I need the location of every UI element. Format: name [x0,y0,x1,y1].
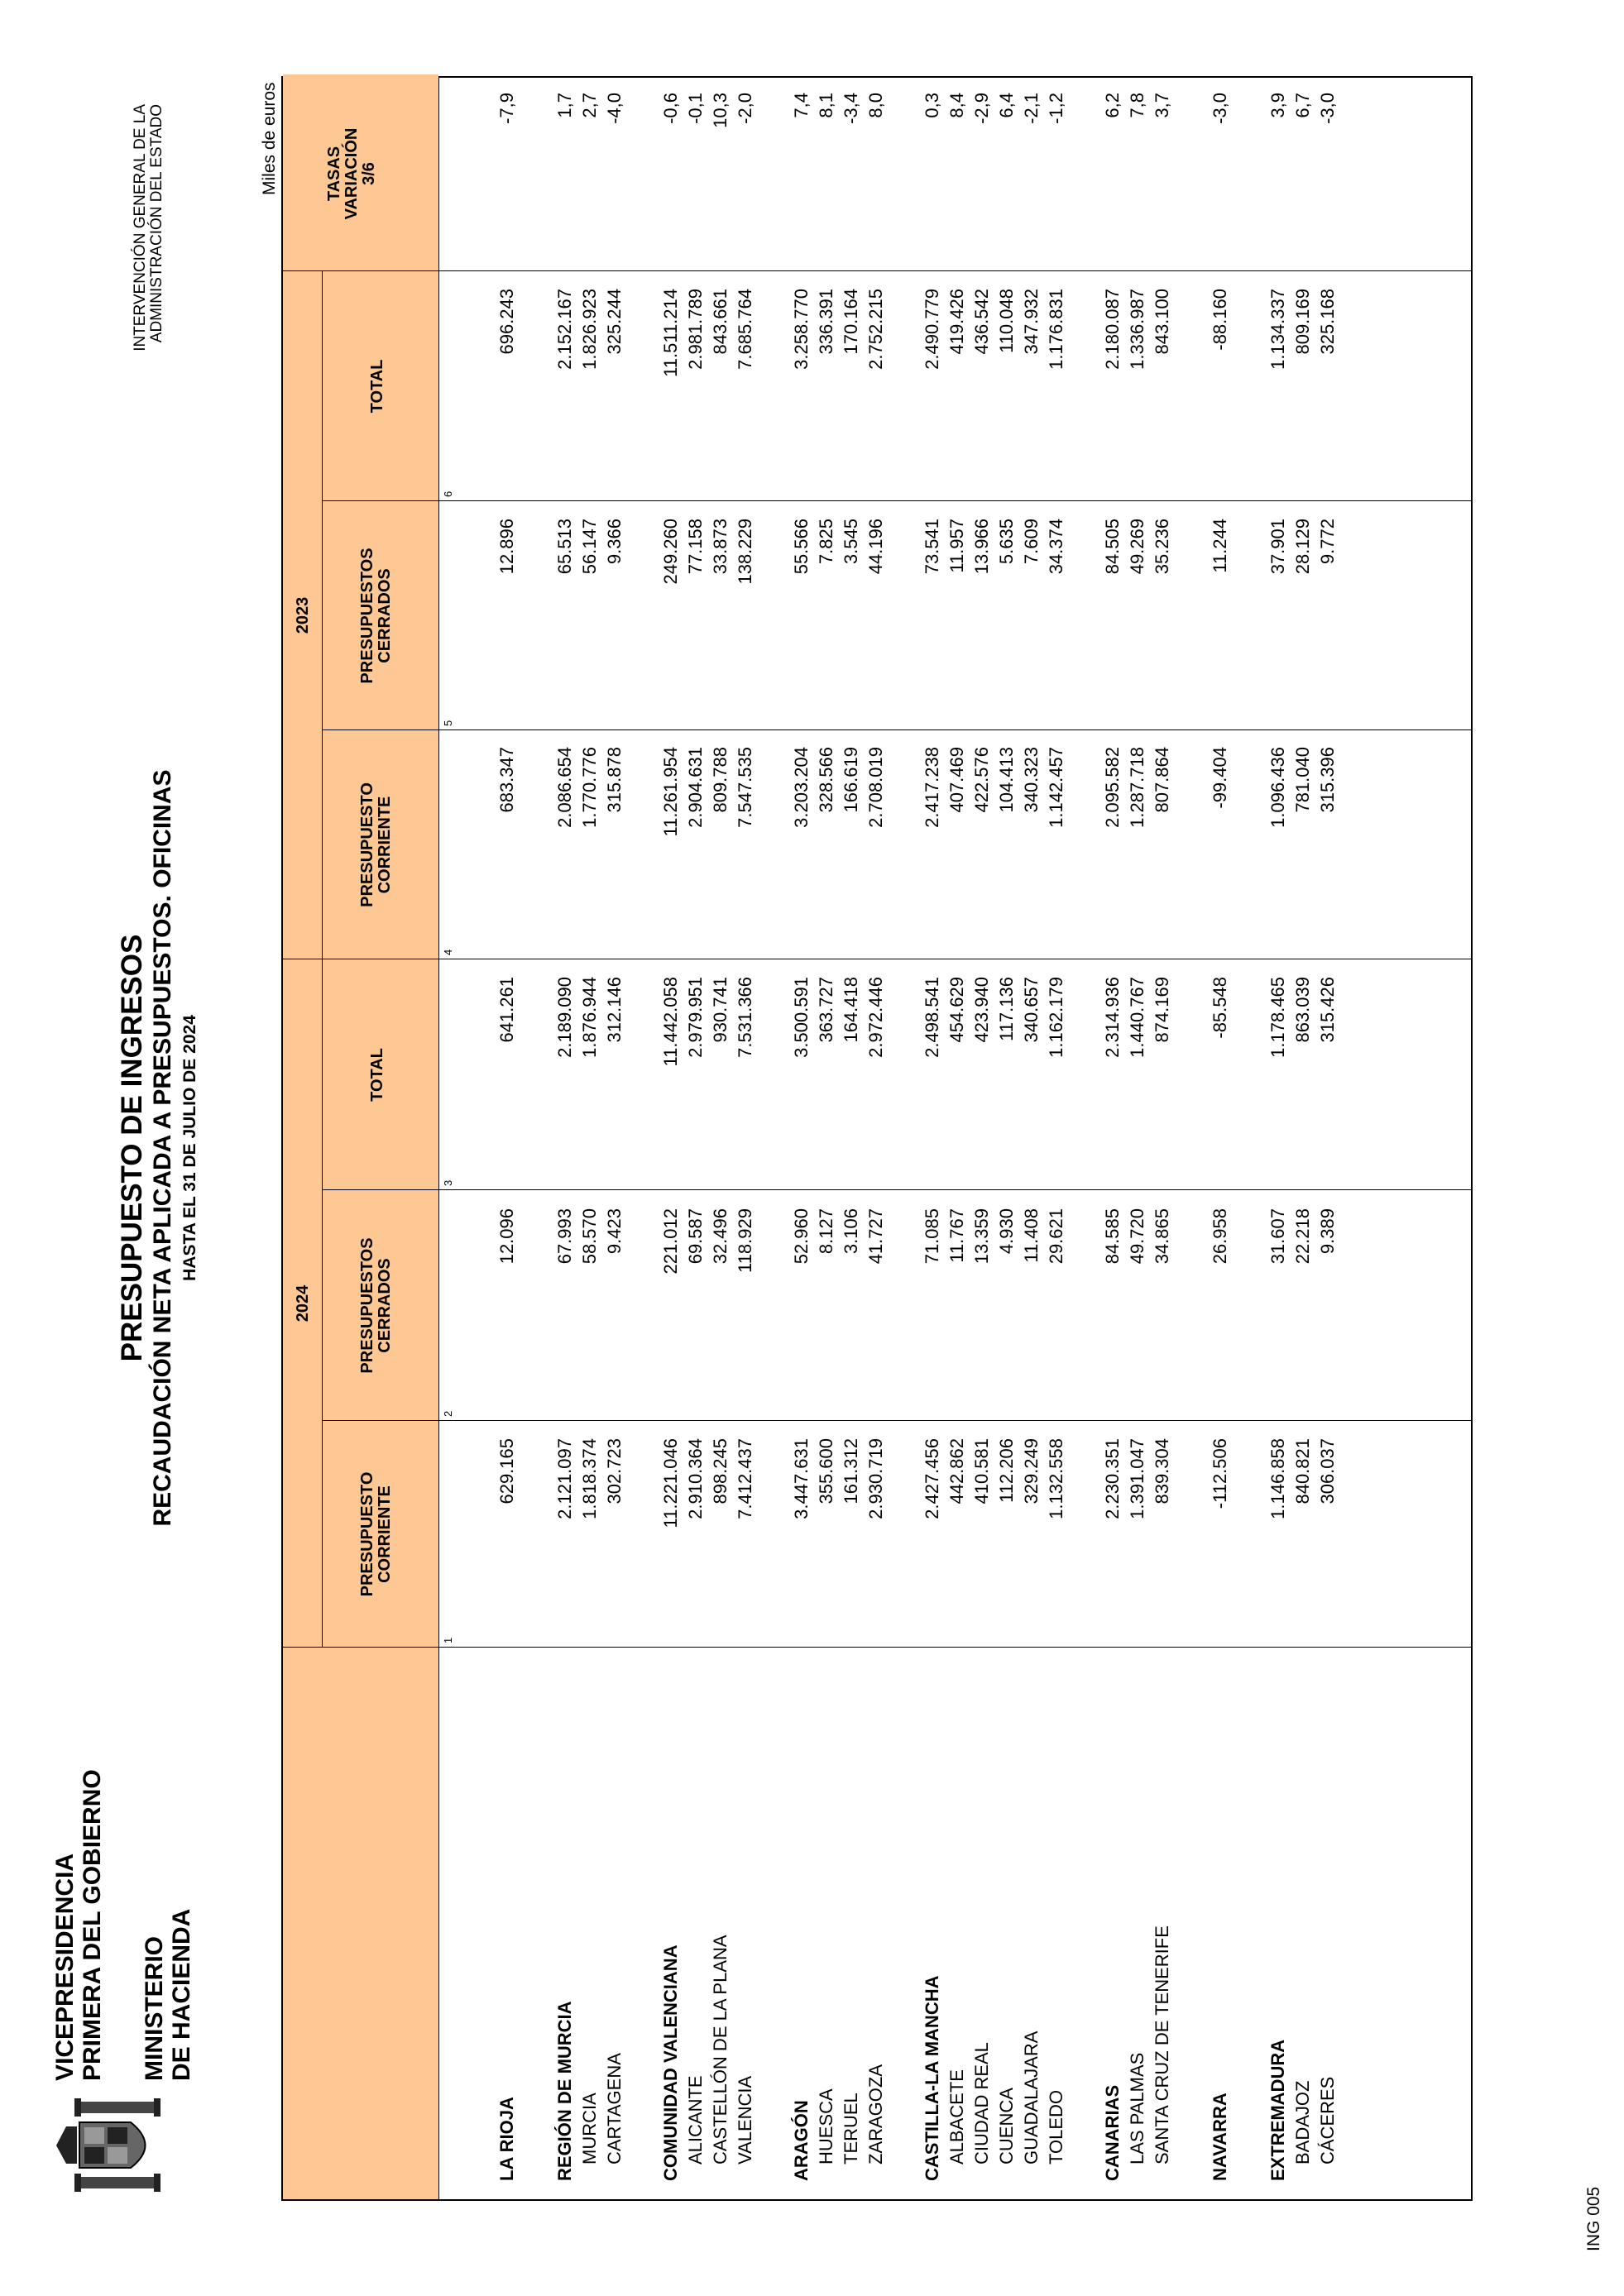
row-value: 112.206 [996,1438,1017,1503]
ministerio-line1: MINISTERIO [141,1935,168,2081]
table-row [683,80,708,2181]
row-value: 1,7 [554,93,575,118]
row-value: 302.723 [604,1438,625,1504]
org-line2: ADMINISTRACIÓN DEL ESTADO [148,104,165,343]
row-value: -2,1 [1021,93,1042,124]
row-value: 11.221.046 [660,1438,681,1528]
row-value: 898.245 [710,1438,731,1504]
row-value: 2.230.351 [1102,1438,1123,1519]
table-row [1291,80,1315,2181]
col-presupuestos-cerrados-2023-l2: CERRADOS [376,568,394,663]
row-value: 33.873 [710,519,731,575]
row-label: TERUEL [841,2093,861,2164]
table-row [733,80,758,2181]
row-value: 328.566 [816,747,836,813]
col-presupuesto-corriente-2024: PRESUPUESTO [358,1471,376,1597]
row-value: 3.500.591 [791,977,812,1058]
row-value: 410.581 [971,1438,992,1504]
units-label: Miles de euros [260,82,279,195]
row-value: 52.960 [791,1208,812,1265]
row-value: 11.408 [1021,1208,1042,1263]
col-tasas-l2: VARIACIÓN [343,127,361,220]
table-row [1125,80,1150,2181]
row-value: 3,7 [1152,93,1172,118]
row-value: 104.413 [996,747,1017,813]
row-value: 1.391.047 [1127,1438,1147,1519]
col-total-2024: TOTAL [368,1048,386,1102]
row-value: 67.993 [554,1208,575,1265]
vicepresidencia-line1: VICEPRESIDENCIA [51,1853,79,2081]
row-value: 6,2 [1102,93,1123,118]
table-row [602,80,627,2181]
row-value: 44.196 [865,519,886,575]
row-label: CARTAGENA [604,2053,625,2164]
row-value: 315.396 [1317,747,1338,813]
col-presupuesto-corriente-2023: PRESUPUESTO [358,782,376,907]
row-value: 11.957 [946,519,967,573]
row-value: 641.261 [496,977,517,1043]
row-value: 2.930.719 [865,1438,886,1519]
row-value: 423.940 [971,977,992,1043]
row-value: 11.767 [946,1208,967,1263]
row-value: 26.958 [1210,1208,1230,1265]
row-value: 2.981.789 [685,289,706,370]
row-value: 419.426 [946,289,967,355]
row-value: 55.566 [791,519,812,575]
row-value: 9.772 [1317,519,1338,565]
row-value: 1.826.923 [579,289,600,370]
row-value: 315.878 [604,747,625,813]
row-value: 2.417.238 [922,747,942,828]
table-row [1208,80,1233,2181]
col-num-2: 2 [442,1410,454,1417]
table-row [920,80,945,2181]
row-value: 6,7 [1292,93,1313,118]
row-value: 874.169 [1152,977,1172,1043]
row-value: 29.621 [1046,1208,1066,1265]
row-label: CUENCA [996,2088,1017,2164]
row-label: GUADALAJARA [1021,2031,1042,2164]
row-value: 12.896 [496,519,517,575]
row-value: 1.770.776 [579,747,600,828]
row-value: 1.176.831 [1046,289,1066,370]
row-value: 161.312 [841,1438,861,1504]
table-row [1266,80,1291,2181]
row-label: REGIÓN DE MURCIA [554,2001,575,2181]
row-value: 32.496 [710,1208,731,1265]
table-row [1019,80,1044,2181]
row-value: 340.657 [1021,977,1042,1043]
row-value: 843.661 [710,289,731,355]
col-presupuestos-cerrados-2024-l2: CERRADOS [376,1258,394,1353]
row-value: 807.864 [1152,747,1172,813]
row-value: 8,4 [946,93,967,118]
page-title: PRESUPUESTO DE INGRESOS [116,934,148,1362]
col-presupuesto-corriente-2023-l2: CORRIENTE [376,796,394,894]
row-value: 1.162.179 [1046,977,1066,1058]
row-value: 110.048 [996,289,1017,353]
row-value: -7,9 [496,93,517,124]
row-value: -4,0 [604,93,625,124]
row-value: 4.930 [996,1208,1017,1255]
table-row [1150,80,1175,2181]
row-value: 1.336.987 [1127,289,1147,370]
row-label: COMUNIDAD VALENCIANA [660,1944,681,2181]
row-value: 1.440.767 [1127,977,1147,1058]
year-2023: 2023 [294,596,312,634]
col-presupuestos-cerrados-2024: PRESUPUESTOS [358,1237,376,1374]
table-row [864,80,889,2181]
row-value: 221.012 [660,1208,681,1275]
row-value: 65.513 [554,519,575,575]
col-num-1: 1 [442,1637,454,1643]
row-value: 3.545 [841,519,861,565]
table-row [839,80,864,2181]
row-value: 11.442.058 [660,977,681,1067]
row-value: 2,7 [579,93,600,118]
row-value: 13.359 [971,1208,992,1265]
table-row [1100,80,1125,2181]
row-label: NAVARRA [1210,2093,1230,2181]
row-label: TOLEDO [1046,2089,1066,2164]
row-value: 1.178.465 [1267,977,1288,1058]
col-num-6: 6 [442,490,454,497]
row-value: 454.629 [946,977,967,1043]
row-value: 7.531.366 [735,977,755,1058]
row-value: 37.901 [1267,519,1288,575]
col-tasas-l3: 3/6 [360,162,378,185]
row-value: 1.142.457 [1046,747,1066,828]
row-value: -0,6 [660,93,681,124]
row-value: 2.752.215 [865,289,886,370]
row-value: 6,4 [996,93,1017,118]
row-value: 117.136 [996,977,1017,1041]
form-code: ING 005 [1584,2186,1603,2251]
page-subtitle: RECAUDACIÓN NETA APLICADA A PRESUPUESTOS. OFICINAS [149,769,176,1527]
row-label: BADAJOZ [1292,2080,1313,2164]
row-value: -88.160 [1210,289,1230,351]
row-value: 407.469 [946,747,967,813]
row-value: 2.152.167 [554,289,575,370]
table-row [970,80,994,2181]
row-label: ALICANTE [685,2075,706,2164]
row-value: 164.418 [841,977,861,1043]
row-value: -1,2 [1046,93,1066,124]
row-value: 10,3 [710,93,731,128]
row-value: 5.635 [996,519,1017,565]
row-value: 1.818.374 [579,1438,600,1519]
row-value: 7.547.535 [735,747,755,828]
row-value: 306.037 [1317,1438,1338,1504]
row-value: 2.086.654 [554,747,575,828]
row-value: 840.821 [1292,1438,1313,1504]
table-row [1315,80,1340,2181]
row-value: 7.685.764 [735,289,755,370]
row-label: SANTA CRUZ DE TENERIFE [1152,1925,1172,2164]
col-total-2023: TOTAL [368,359,386,414]
row-value: 930.741 [710,977,731,1043]
row-value: 31.607 [1267,1208,1288,1265]
row-value: 340.323 [1021,747,1042,813]
row-value: 3.447.631 [791,1438,812,1519]
vicepresidencia-line2: PRIMERA DEL GOBIERNO [79,1769,106,2081]
row-value: 781.040 [1292,747,1313,813]
row-value: -3,0 [1317,93,1338,124]
row-value: 629.165 [496,1438,517,1504]
row-value: 58.570 [579,1208,600,1265]
row-value: 12.096 [496,1208,517,1265]
row-value: 41.727 [865,1208,886,1265]
row-value: 2.972.446 [865,977,886,1058]
row-value: 22.218 [1292,1208,1313,1265]
row-value: 138.229 [735,519,755,585]
row-value: 355.600 [816,1438,836,1504]
row-value: 8.127 [816,1208,836,1255]
row-value: -99.404 [1210,747,1230,809]
row-value: 2.095.582 [1102,747,1123,828]
row-value: 2.910.364 [685,1438,706,1519]
org-line1: INTERVENCIÓN GENERAL DE LA [132,104,149,352]
row-value: 7.825 [816,519,836,565]
row-value: 84.505 [1102,519,1123,575]
row-value: 2.904.631 [685,747,706,828]
row-value: 1.287.718 [1127,747,1147,828]
row-label: ALBACETE [946,2069,967,2164]
row-label: CANARIAS [1102,2084,1123,2181]
row-value: 84.585 [1102,1208,1123,1265]
row-value: 3,9 [1267,93,1288,118]
table-row [553,80,577,2181]
row-value: -3,0 [1210,93,1230,124]
row-value: 8,1 [816,93,836,118]
table-row [495,80,520,2181]
row-value: 11.244 [1210,519,1230,573]
row-value: 1.096.436 [1267,747,1288,828]
row-value: 7,8 [1127,93,1147,118]
row-label: LAS PALMAS [1127,2052,1147,2164]
row-value: 3.258.770 [791,289,812,370]
table-row [994,80,1019,2181]
col-num-5: 5 [442,720,454,726]
ministerio-line2: DE HACIENDA [168,1908,195,2081]
row-label: EXTREMADURA [1267,2039,1288,2181]
row-value: 35.236 [1152,519,1172,575]
row-value: 1.134.337 [1267,289,1288,370]
row-value: 312.146 [604,977,625,1043]
row-value: 325.168 [1317,289,1338,355]
col-num-4: 4 [442,949,454,955]
row-label: CIUDAD REAL [971,2042,992,2164]
col-presupuestos-cerrados-2023: PRESUPUESTOS [358,548,376,684]
row-label: HUESCA [816,2088,836,2164]
row-value: 118.929 [735,1208,755,1273]
row-value: 2.314.936 [1102,977,1123,1058]
row-value: 1.132.558 [1046,1438,1066,1519]
row-label: ARAGÓN [791,2100,812,2181]
row-label: CASTILLA-LA MANCHA [922,1975,942,2181]
row-value: 843.100 [1152,289,1172,355]
row-value: 9.389 [1317,1208,1338,1255]
row-value: 839.304 [1152,1438,1172,1504]
row-value: -0,1 [685,93,706,124]
row-value: 3.203.204 [791,747,812,828]
row-value: 166.619 [841,747,861,813]
row-value: 2.498.541 [922,977,942,1058]
row-value: 315.426 [1317,977,1338,1043]
row-value: 2.121.097 [554,1438,575,1519]
row-value: 1.146.858 [1267,1438,1288,1519]
row-value: 863.039 [1292,977,1313,1043]
row-value: 683.347 [496,747,517,813]
row-label: CASTELLÓN DE LA PLANA [710,1935,731,2164]
table-row [1044,80,1069,2181]
row-value: -2,0 [735,93,755,124]
row-value: 7,4 [791,93,812,118]
row-label: CÁCERES [1317,2076,1338,2164]
row-value: 8,0 [865,93,886,118]
year-2024: 2024 [294,1284,312,1323]
row-value: -2,9 [971,93,992,124]
row-value: 69.587 [685,1208,706,1265]
row-value: 11.511.214 [660,289,681,377]
row-value: -112.506 [1210,1438,1230,1509]
col-num-3: 3 [442,1179,454,1186]
row-value: -3,4 [841,93,861,124]
row-value: 3.106 [841,1208,861,1255]
row-value: 49.720 [1127,1208,1147,1265]
row-value: 2.708.019 [865,747,886,828]
col-presupuesto-corriente-2024-l2: CORRIENTE [376,1485,394,1583]
row-value: 7.609 [1021,519,1042,565]
col-tasas: TASAS [325,146,343,202]
row-value: 2.189.090 [554,977,575,1058]
table-row [814,80,839,2181]
row-value: 71.085 [922,1208,942,1265]
row-value: -85.548 [1210,977,1230,1039]
row-value: 49.269 [1127,519,1147,575]
row-label: VALENCIA [735,2075,755,2164]
row-value: 9.423 [604,1208,625,1255]
row-value: 809.788 [710,747,731,813]
row-label: LA RIOJA [496,2097,517,2181]
row-value: 34.374 [1046,519,1066,575]
row-value: 442.862 [946,1438,967,1504]
revenue-table [281,76,1473,2201]
row-value: 13.966 [971,519,992,575]
row-value: 11.261.954 [660,747,681,837]
row-value: 9.366 [604,519,625,565]
table-row [789,80,814,2181]
row-value: 336.391 [816,289,836,355]
row-value: 363.727 [816,977,836,1043]
row-value: 1.876.944 [579,977,600,1058]
table-row [708,80,733,2181]
row-value: 28.129 [1292,519,1313,575]
row-value: 170.164 [841,289,861,355]
row-value: 422.576 [971,747,992,813]
row-value: 325.244 [604,289,625,355]
row-value: 7.412.437 [735,1438,755,1519]
row-label: ZARAGOZA [865,2064,886,2164]
table-row [577,80,602,2181]
row-value: 2.979.951 [685,977,706,1058]
row-value: 436.542 [971,289,992,355]
row-value: 73.541 [922,519,942,575]
row-value: 77.158 [685,519,706,575]
row-value: 34.865 [1152,1208,1172,1265]
row-value: 2.490.779 [922,289,942,370]
page-date: HASTA EL 31 DE JULIO DE 2024 [180,1015,199,1281]
row-label: MURCIA [579,2093,600,2164]
row-value: 696.243 [496,289,517,355]
row-value: 2.180.087 [1102,289,1123,370]
row-value: 329.249 [1021,1438,1042,1504]
row-value: 347.932 [1021,289,1042,355]
table-row [945,80,970,2181]
row-value: 249.260 [660,519,681,585]
table-row [659,80,683,2181]
row-value: 809.169 [1292,289,1313,355]
row-value: 0,3 [922,93,942,118]
row-value: 2.427.456 [922,1438,942,1519]
row-value: 56.147 [579,519,600,575]
